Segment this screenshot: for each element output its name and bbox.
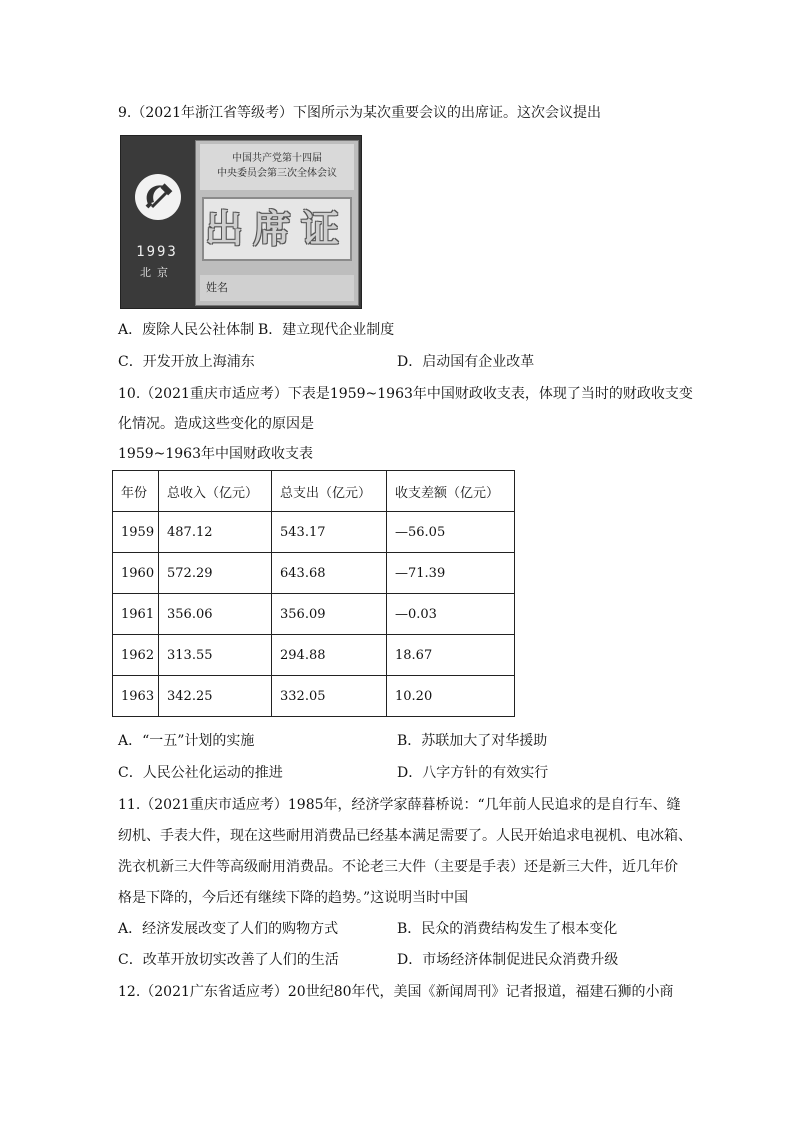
table-cell: 1962 — [113, 635, 159, 676]
table-cell: 313.55 — [159, 635, 272, 676]
certificate-header — [200, 144, 354, 190]
attendance-certificate-image — [120, 135, 362, 309]
certificate-left-panel — [121, 136, 193, 308]
table-cell: 1963 — [113, 676, 159, 717]
table-cell: 342.25 — [159, 676, 272, 717]
table-cell: 572.29 — [159, 553, 272, 594]
table-cell: —56.05 — [387, 512, 515, 553]
table-cell: 643.68 — [272, 553, 387, 594]
table-cell: —0.03 — [387, 594, 515, 635]
certificate-title: 出席证 — [202, 197, 352, 261]
table-row — [113, 553, 515, 594]
table-row — [113, 512, 515, 553]
q9-option-a[interactable]: A．废除人民公社体制 — [118, 322, 255, 338]
table-cell: 10.20 — [387, 676, 515, 717]
q10-option-c[interactable]: C．人民公社化运动的推进 — [118, 765, 283, 781]
q10-option-b[interactable]: B．苏联加大了对华援助 — [397, 733, 548, 749]
table-cell: 543.17 — [272, 512, 387, 553]
certificate-header-line1: 中国共产党第十四届 — [232, 153, 322, 164]
table-cell: 356.09 — [272, 594, 387, 635]
q11-stem-line3: 洗衣机新三大件等高级耐用消费品。不论老三大件（主要是手表）还是新三大件，近几年价 — [118, 859, 678, 875]
q9-option-c[interactable]: C．开发开放上海浦东 — [118, 354, 255, 370]
table-cell: 1960 — [113, 553, 159, 594]
table-row — [113, 594, 515, 635]
table-cell: 1961 — [113, 594, 159, 635]
q9-option-b[interactable]: B．建立现代企业制度 — [258, 322, 395, 338]
q11-option-b[interactable]: B．民众的消费结构发生了根本变化 — [397, 921, 618, 937]
table-cell: 487.12 — [159, 512, 272, 553]
q10-table-caption: 1959~1963年中国财政收支表 — [118, 446, 313, 462]
q11-option-c[interactable]: C．改革开放切实改善了人们的生活 — [118, 952, 339, 968]
table-cell: 356.06 — [159, 594, 272, 635]
table-header: 收支差额（亿元） — [387, 471, 515, 512]
q11-stem-line1: 11.（2021重庆市适应考）1985年，经济学家薛暮桥说：“几年前人民追求的是自行车、缝 — [118, 797, 681, 813]
q12-stem-line1: 12.（2021广东省适应考）20世纪80年代，美国《新闻周刊》记者报道，福建石狮的小商 — [118, 984, 674, 1000]
table-header: 年份 — [113, 471, 159, 512]
q11-stem-line4: 格是下降的，今后还有继续下降的趋势。”这说明当时中国 — [118, 890, 469, 906]
q11-option-a[interactable]: A．经济发展改变了人们的购物方式 — [118, 921, 339, 937]
hammer-sickle-icon — [135, 174, 181, 220]
q11-stem-line2: 纫机、手表大件，现在这些耐用消费品已经基本满足需要了。人民开始追求电视机、电冰箱、 — [118, 828, 692, 844]
table-cell: 332.05 — [272, 676, 387, 717]
certificate-header-line2: 中央委员会第三次全体会议 — [217, 168, 337, 179]
table-cell: —71.39 — [387, 553, 515, 594]
table-cell: 294.88 — [272, 635, 387, 676]
table-row — [113, 676, 515, 717]
table-cell: 1959 — [113, 512, 159, 553]
table-header: 总支出（亿元） — [272, 471, 387, 512]
certificate-name-field: 姓名 — [200, 275, 354, 301]
q11-option-d[interactable]: D．市场经济体制促进民众消费升级 — [397, 952, 619, 968]
q10-option-d[interactable]: D．八字方针的有效实行 — [397, 765, 549, 781]
certificate-right-panel — [195, 140, 359, 306]
certificate-year: 1993 — [136, 244, 178, 260]
q9-stem: 9.（2021年浙江省等级考）下图所示为某次重要会议的出席证。这次会议提出 — [118, 105, 601, 121]
q10-stem-line1: 10.（2021重庆市适应考）下表是1959~1963年中国财政收支表，体现了当时的财政收支变 — [118, 386, 693, 402]
q10-option-a[interactable]: A．“一五”计划的实施 — [118, 733, 255, 749]
table-header: 总收入（亿元） — [159, 471, 272, 512]
fiscal-table — [112, 470, 515, 717]
table-cell: 18.67 — [387, 635, 515, 676]
certificate-city: 北京 — [140, 266, 174, 279]
q9-option-d[interactable]: D．启动国有企业改革 — [397, 354, 535, 370]
table-row — [113, 635, 515, 676]
q10-stem-line2: 化情况。造成这些变化的原因是 — [118, 416, 314, 432]
table-header-row — [113, 471, 515, 512]
